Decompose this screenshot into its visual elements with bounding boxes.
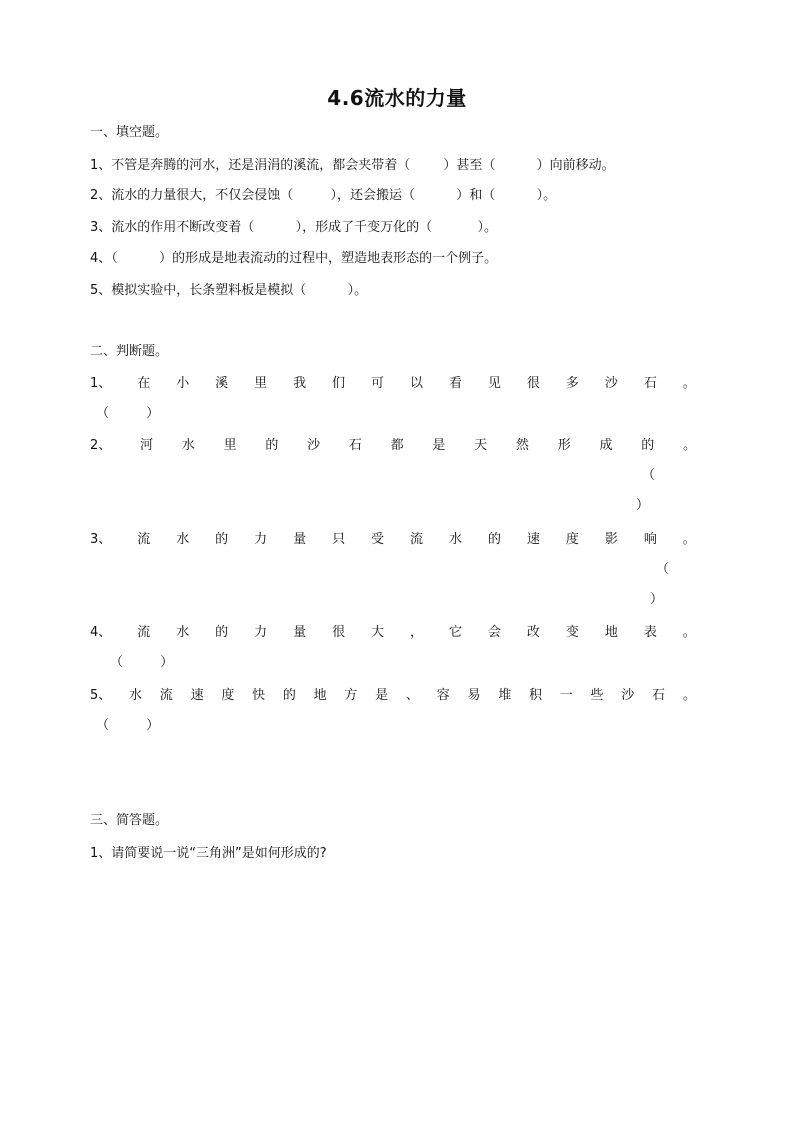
true-false-item-3: 3、 流 水 的 力 量 只 受 流 水 的 速 度 影 响 。 bbox=[90, 532, 696, 547]
true-false-answer-2-open: （ bbox=[642, 468, 656, 483]
true-false-answer-3-close: ） bbox=[650, 592, 664, 607]
true-false-item-2: 2、 河 水 里 的 沙 石 都 是 天 然 形 成 的 。 bbox=[90, 438, 696, 453]
true-false-answer-5: （ ） bbox=[96, 718, 160, 733]
true-false-answer-2-close: ） bbox=[636, 498, 650, 513]
section-heading-short-answer: 三、简答题。 bbox=[90, 813, 169, 828]
fill-blank-item-4: 4、（ ）的形成是地表流动的过程中，塑造地表形态的一个例子。 bbox=[90, 251, 498, 266]
short-answer-item-1: 1、请简要说一说“三角洲”是如何形成的? bbox=[90, 846, 327, 861]
true-false-item-5: 5、 水 流 速 度 快 的 地 方 是 、 容 易 堆 积 一 些 沙 石 。 bbox=[90, 688, 696, 703]
section-heading-true-false: 二、判断题。 bbox=[90, 344, 169, 359]
fill-blank-item-3: 3、流水的作用不断改变着（ ），形成了千变万化的（ ）。 bbox=[90, 220, 498, 235]
page-title: 4.6流水的力量 bbox=[327, 86, 467, 110]
fill-blank-item-1: 1、不管是奔腾的河水，还是涓涓的溪流，都会夹带着（ ）甚至（ ）向前移动。 bbox=[90, 158, 615, 173]
fill-blank-item-5: 5、模拟实验中，长条塑料板是模拟（ ）。 bbox=[90, 283, 368, 298]
true-false-item-1: 1、 在 小 溪 里 我 们 可 以 看 见 很 多 沙 石 。 bbox=[90, 376, 696, 391]
true-false-answer-3-open: （ bbox=[656, 562, 670, 577]
true-false-answer-4: （ ） bbox=[110, 655, 174, 670]
true-false-answer-1: （ ） bbox=[96, 406, 160, 421]
true-false-item-4: 4、 流 水 的 力 量 很 大 ， 它 会 改 变 地 表 。 bbox=[90, 625, 696, 640]
fill-blank-item-2: 2、流水的力量很大，不仅会侵蚀（ ），还会搬运（ ）和（ ）。 bbox=[90, 188, 557, 203]
section-heading-fill-blank: 一、填空题。 bbox=[90, 125, 169, 140]
